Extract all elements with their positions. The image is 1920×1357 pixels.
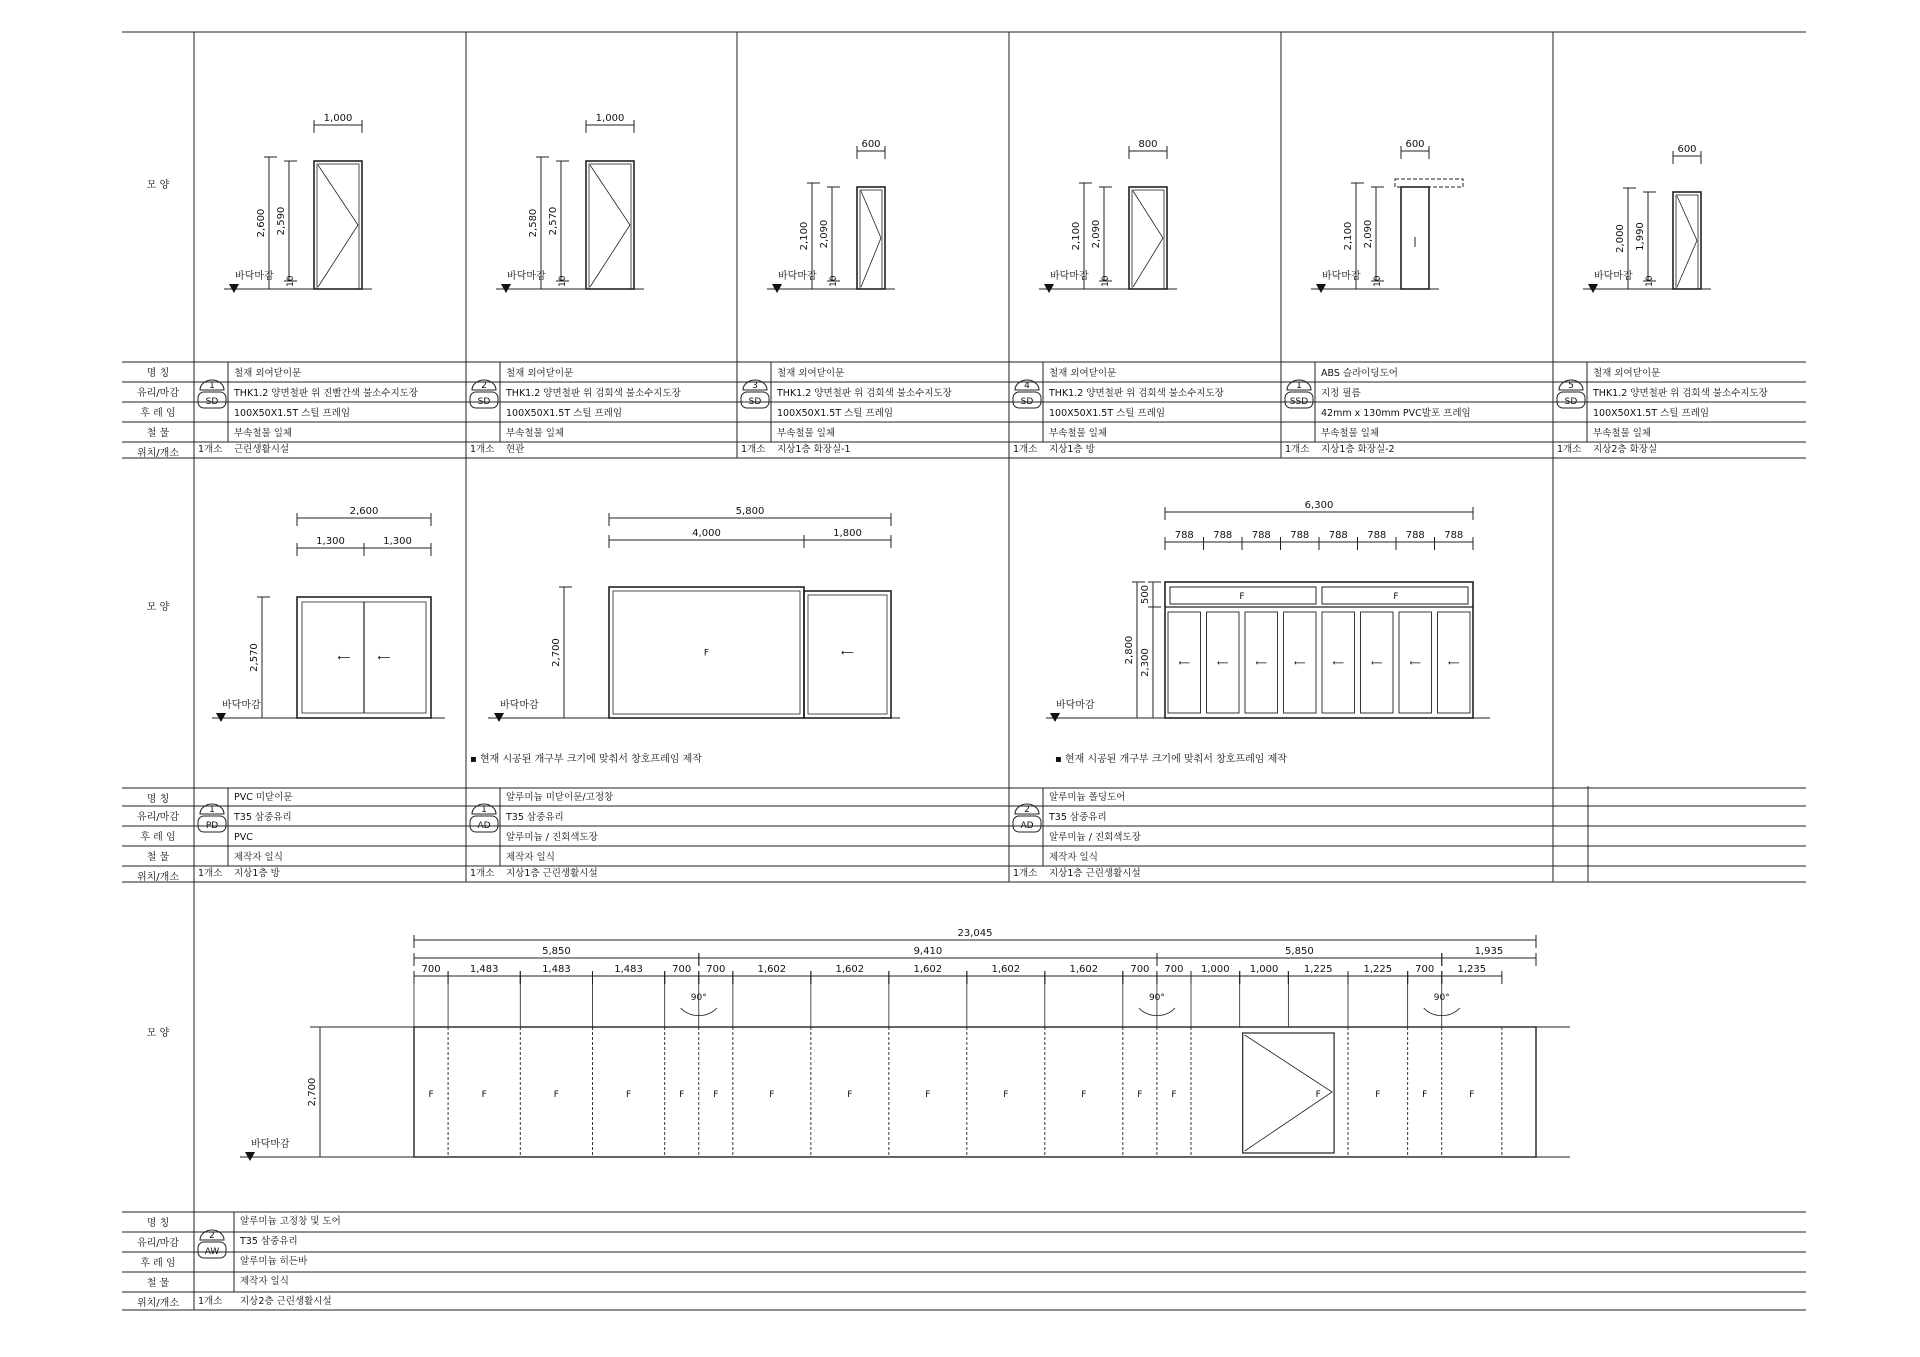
row1-door-2-width-dim-label: 600 bbox=[861, 139, 881, 150]
ad1-height-dim-label: 2,700 bbox=[551, 638, 562, 667]
row1-door-1-height-outer-dim-label: 2,580 bbox=[528, 208, 539, 238]
aw-segment-0-dim-label: 700 bbox=[421, 964, 441, 975]
row1-door-4-code-code: SSD bbox=[1289, 397, 1309, 407]
ad1-left-dim-label: 4,000 bbox=[692, 528, 721, 539]
row2-pd-location: 지상1층 방 bbox=[234, 868, 280, 879]
row3-aw-frame: 알루미늄 히든바 bbox=[240, 1256, 308, 1267]
row2-ad2-code-no: 2 bbox=[1024, 805, 1030, 815]
row1-door-4-glass: 지정 필름 bbox=[1321, 388, 1361, 399]
row2-ad1-code-code: AD bbox=[477, 821, 491, 831]
aw-fixed-label-11: F bbox=[1137, 1090, 1143, 1100]
row2-ad1-code-no: 1 bbox=[481, 805, 487, 815]
row1-door-3-width-dim-label: 800 bbox=[1138, 139, 1158, 150]
row1-door-5-name: 철재 외여닫이문 bbox=[1593, 368, 1661, 379]
pd-total-dim-label: 2,600 bbox=[349, 506, 379, 517]
row1-door-1-count: 1개소 bbox=[470, 444, 495, 455]
row1-door-4-floor-label: 바닥마감 bbox=[1322, 271, 1361, 282]
row1-door-0-glass: THK1.2 양면철판 위 진빨간색 불소수지도장 bbox=[234, 388, 419, 399]
aw-height-dim-label: 2,700 bbox=[307, 1077, 318, 1107]
pd-right-dim-label: 1,300 bbox=[383, 536, 412, 547]
row1-door-3-code-code: SD bbox=[1020, 397, 1034, 407]
row1-shape-label: 모 양 bbox=[146, 180, 170, 191]
aw-fixed-label-8: F bbox=[925, 1090, 931, 1100]
row2-ad2-frame: 알루미늄 / 진회색도장 bbox=[1049, 832, 1141, 843]
pd-height-dim-label: 2,570 bbox=[249, 643, 260, 672]
ad2-panel-3-dim-label: 788 bbox=[1290, 530, 1310, 541]
row1-door-3-leaf bbox=[1132, 190, 1164, 289]
aw-segment-9-dim-label: 1,602 bbox=[991, 964, 1021, 975]
row3-aw-code-code: AW bbox=[204, 1247, 220, 1257]
row2-ad1-count: 1개소 bbox=[470, 868, 495, 879]
row3-aw-count: 1개소 bbox=[198, 1296, 223, 1307]
row1-door-3-code-no: 4 bbox=[1024, 381, 1030, 391]
row1-door-0-swing-mark bbox=[318, 165, 358, 287]
row2-ad2-count: 1개소 bbox=[1013, 868, 1038, 879]
aw-fixed-label-5: F bbox=[713, 1090, 719, 1100]
aw-group-3-dim-label: 1,935 bbox=[1474, 946, 1504, 957]
row1-door-0-base-label: 10 bbox=[286, 275, 296, 287]
row3-shape-label: 모 양 bbox=[146, 1028, 170, 1039]
row1-door-3-name: 철재 외여닫이문 bbox=[1049, 368, 1117, 379]
row1-door-4-frame: 42mm x 130mm PVC발포 프레임 bbox=[1321, 408, 1471, 419]
ad2-panel-6-arrow: ⟵ bbox=[1409, 658, 1421, 668]
ad2-panel-7-dim-label: 788 bbox=[1444, 530, 1464, 541]
row1-door-5-swing-mark bbox=[1677, 196, 1697, 287]
row1-door-2-hardware: 부속철물 일체 bbox=[777, 428, 836, 439]
row2-label-glass: 유리/마감 bbox=[136, 812, 180, 823]
row1-door-1-swing-mark bbox=[590, 165, 630, 287]
row1-door-5-base-label: 10 bbox=[1645, 275, 1655, 287]
row1-door-5-height-inner-dim-label: 1,990 bbox=[1635, 222, 1646, 251]
aw-segment-1-dim-label: 1,483 bbox=[469, 964, 499, 975]
aw-fixed-label-4: F bbox=[679, 1090, 685, 1100]
row1-label-location: 위치/개소 bbox=[136, 448, 180, 459]
row1-door-5-glass: THK1.2 양면철판 위 검회색 불소수지도장 bbox=[1593, 388, 1768, 399]
aw-segment-17-dim-label: 700 bbox=[1415, 964, 1435, 975]
row1-door-3-count: 1개소 bbox=[1013, 444, 1038, 455]
row1-door-0-width-dim-label: 1,000 bbox=[323, 113, 353, 124]
row2-shape-label: 모 양 bbox=[146, 602, 170, 613]
row2-ad1-frame: 알루미늄 / 진회색도장 bbox=[506, 832, 598, 843]
row1-label-frame: 후 레 임 bbox=[140, 408, 176, 419]
ad2-floor-label: 바닥마감 bbox=[1056, 700, 1095, 711]
aw-fixed-label-12: F bbox=[1171, 1090, 1177, 1100]
row1-door-5-height-outer-dim-label: 2,000 bbox=[1615, 224, 1626, 253]
ad2-panel-4-arrow: ⟵ bbox=[1332, 658, 1344, 668]
row1-door-2-frame: 100X50X1.5T 스틸 프레임 bbox=[777, 408, 894, 419]
row1-door-3-height-outer-dim-label: 2,100 bbox=[1071, 221, 1082, 251]
ad2-panel-1-dim-label: 788 bbox=[1213, 530, 1233, 541]
aw-segment-14-dim-label: 1,000 bbox=[1249, 964, 1279, 975]
aw-group-2-dim-label: 5,850 bbox=[1285, 946, 1314, 957]
ad2-transom-left-label: F bbox=[1239, 592, 1245, 602]
aw-segment-18-dim-label: 1,235 bbox=[1457, 964, 1487, 975]
aw-outer-frame bbox=[414, 1027, 1536, 1157]
row1-door-5-code-code: SD bbox=[1564, 397, 1578, 407]
ad2-panel-6-dim-label: 788 bbox=[1405, 530, 1425, 541]
row3-label-hardware: 철 물 bbox=[146, 1278, 170, 1289]
ad2-panel-1-arrow: ⟵ bbox=[1217, 658, 1229, 668]
row1-door-1-frame: 100X50X1.5T 스틸 프레임 bbox=[506, 408, 623, 419]
aw-fixed-label-6: F bbox=[769, 1090, 775, 1100]
aw-total-dim-label: 23,045 bbox=[957, 928, 993, 939]
row1-door-2-name: 철재 외여닫이문 bbox=[777, 368, 845, 379]
ad2-height-bottom-dim-label: 2,300 bbox=[1140, 648, 1151, 677]
row1-door-0-hardware: 부속철물 일체 bbox=[234, 428, 293, 439]
row1-door-2-leaf bbox=[860, 190, 882, 289]
aw-floor-label: 바닥마감 bbox=[251, 1139, 290, 1150]
row1-door-1-frame bbox=[586, 161, 634, 289]
ad2-transom-right-label: F bbox=[1393, 592, 1399, 602]
aw-segment-10-dim-label: 1,602 bbox=[1069, 964, 1099, 975]
row2-pd-name: PVC 미닫이문 bbox=[234, 792, 293, 803]
row1-door-3-swing-mark bbox=[1133, 191, 1163, 287]
aw-segment-13-dim-label: 1,000 bbox=[1201, 964, 1230, 975]
aw-segment-12-dim-label: 700 bbox=[1164, 964, 1184, 975]
row1-label-hardware: 철 물 bbox=[146, 428, 170, 439]
aw-segment-6-dim-label: 1,602 bbox=[757, 964, 787, 975]
row1-door-4-height-inner-dim-label: 2,090 bbox=[1363, 219, 1374, 249]
row1-door-5-location: 지상2층 화장실 bbox=[1593, 444, 1658, 455]
row1-door-2-floor-label: 바닥마감 bbox=[778, 271, 817, 282]
pd-floor-label: 바닥마감 bbox=[222, 700, 261, 711]
row1-door-1-height-inner-dim-label: 2,570 bbox=[548, 206, 559, 236]
row1-door-0-height-inner-dim-label: 2,590 bbox=[276, 206, 287, 236]
row1-door-5-floor-label: 바닥마감 bbox=[1594, 271, 1633, 282]
ad2-height-total-dim-label: 2,800 bbox=[1124, 635, 1135, 665]
row2-label-frame: 후 레 임 bbox=[140, 832, 176, 843]
row1-door-3-floor-label: 바닥마감 bbox=[1050, 271, 1089, 282]
row2-label-hardware: 철 물 bbox=[146, 852, 170, 863]
row1-door-1-location: 현관 bbox=[506, 444, 525, 455]
row2-pd-hardware: 제작자 일식 bbox=[234, 852, 283, 863]
row1-door-2-code-code: SD bbox=[748, 397, 762, 407]
row1-door-0-count: 1개소 bbox=[198, 444, 223, 455]
row1-door-2-code-no: 3 bbox=[752, 381, 758, 391]
row1-door-3-height-inner-dim-label: 2,090 bbox=[1091, 219, 1102, 249]
row1-door-1-hardware: 부속철물 일체 bbox=[506, 428, 565, 439]
row2-ad2-glass: T35 삼중유리 bbox=[1049, 812, 1107, 823]
aw-angle-label-12: 90° bbox=[1148, 993, 1165, 1003]
row2-ad1-location: 지상1층 근린생활시설 bbox=[506, 868, 598, 879]
row1-door-3-frame bbox=[1129, 187, 1167, 289]
aw-segment-2-dim-label: 1,483 bbox=[542, 964, 571, 975]
aw-angle-label-18: 90° bbox=[1433, 993, 1450, 1003]
row1-door-0-frame: 100X50X1.5T 스틸 프레임 bbox=[234, 408, 351, 419]
ad2-panel-2-dim-label: 788 bbox=[1251, 530, 1271, 541]
aw-segment-11-dim-label: 700 bbox=[1130, 964, 1150, 975]
aw-fixed-label-1: F bbox=[481, 1090, 487, 1100]
aw-fixed-label-9: F bbox=[1003, 1090, 1009, 1100]
row1-door-4-location: 지상1층 화장실-2 bbox=[1321, 444, 1395, 455]
row1-door-2-glass: THK1.2 양면철판 위 검회색 불소수지도장 bbox=[777, 388, 952, 399]
aw-segment-5-dim-label: 700 bbox=[706, 964, 726, 975]
pd-arrow-left: ⟵ bbox=[337, 653, 351, 664]
aw-segment-3-dim-label: 1,483 bbox=[614, 964, 643, 975]
ad2-panel-2-arrow: ⟵ bbox=[1255, 658, 1267, 668]
ad1-floor-label: 바닥마감 bbox=[500, 700, 539, 711]
row1-door-1-base-label: 10 bbox=[558, 275, 568, 287]
row1-door-1-width-dim-label: 1,000 bbox=[595, 113, 625, 124]
row2-pd-glass: T35 삼중유리 bbox=[234, 812, 292, 823]
row1-door-2-location: 지상1층 화장실-1 bbox=[777, 444, 851, 455]
row2-ad2-name: 알루미늄 폴딩도어 bbox=[1049, 792, 1126, 803]
aw-fixed-label-10: F bbox=[1081, 1090, 1087, 1100]
row2-pd-frame: PVC bbox=[234, 832, 253, 843]
ad2-outer-frame bbox=[1165, 582, 1473, 718]
row1-door-1-name: 철재 외여닫이문 bbox=[506, 368, 574, 379]
row3-aw-location: 지상2층 근린생활시설 bbox=[240, 1296, 332, 1307]
row2-ad2-hardware: 제작자 일식 bbox=[1049, 852, 1098, 863]
row2-label-location: 위치/개소 bbox=[136, 872, 180, 883]
row3-label-glass: 유리/마감 bbox=[136, 1238, 180, 1249]
row1-door-2-height-outer-dim-label: 2,100 bbox=[799, 221, 810, 251]
aw-fixed-label-18: F bbox=[1469, 1090, 1475, 1100]
row1-door-4-code-no: 1 bbox=[1296, 381, 1302, 391]
row1-door-0-code-no: 1 bbox=[209, 381, 215, 391]
aw-fixed-label-16: F bbox=[1375, 1090, 1381, 1100]
row1-door-4-track bbox=[1395, 179, 1463, 187]
row1-door-4-base-label: 10 bbox=[1373, 275, 1383, 287]
row1-door-3-base-label: 10 bbox=[1101, 275, 1111, 287]
row2-pd-count: 1개소 bbox=[198, 868, 223, 879]
row1-label-glass: 유리/마감 bbox=[136, 388, 180, 399]
ad2-panel-3-arrow: ⟵ bbox=[1294, 658, 1306, 668]
ad2-height-top-dim-label: 500 bbox=[1140, 584, 1151, 605]
row1-door-0-leaf bbox=[317, 164, 359, 289]
row1-door-1-leaf bbox=[589, 164, 631, 289]
ad1-right-dim-label: 1,800 bbox=[833, 528, 862, 539]
ad2-panel-7-arrow: ⟵ bbox=[1448, 658, 1460, 668]
aw-fixed-label-3: F bbox=[625, 1090, 632, 1100]
row1-door-1-floor-label: 바닥마감 bbox=[507, 271, 546, 282]
row2-ad2-location: 지상1층 근린생활시설 bbox=[1049, 868, 1141, 879]
aw-fixed-label-0: F bbox=[428, 1090, 434, 1100]
row1-door-5-code-no: 5 bbox=[1568, 381, 1574, 391]
row1-door-3-hardware: 부속철물 일체 bbox=[1049, 428, 1108, 439]
row1-door-5-count: 1개소 bbox=[1557, 444, 1582, 455]
row1-door-0-height-outer-dim-label: 2,600 bbox=[256, 208, 267, 238]
row1-door-2-swing-mark bbox=[861, 191, 881, 287]
row2-ad1-glass: T35 삼중유리 bbox=[506, 812, 564, 823]
ad2-panel-5-dim-label: 788 bbox=[1367, 530, 1387, 541]
aw-angle-label-5: 90° bbox=[690, 993, 707, 1003]
row3-label-location: 위치/개소 bbox=[136, 1298, 180, 1309]
row1-door-4-count: 1개소 bbox=[1285, 444, 1310, 455]
row1-door-5-hardware: 부속철물 일체 bbox=[1593, 428, 1652, 439]
row1-door-0-code-code: SD bbox=[205, 397, 219, 407]
aw-fixed-label-2: F bbox=[553, 1090, 559, 1100]
row1-door-4-name: ABS 슬라이딩도어 bbox=[1321, 368, 1398, 379]
ad2-panel-5-arrow: ⟵ bbox=[1371, 658, 1383, 668]
ad2-panel-4-dim-label: 788 bbox=[1328, 530, 1348, 541]
aw-group-1-dim-label: 9,410 bbox=[913, 946, 943, 957]
ad2-note: ▪ 현재 시공된 개구부 크기에 맞춰서 창호프레임 제작 bbox=[1055, 754, 1287, 765]
row1-door-1-glass: THK1.2 양면철판 위 검회색 불소수지도장 bbox=[506, 388, 681, 399]
aw-segment-4-dim-label: 700 bbox=[672, 964, 692, 975]
row1-door-0-name: 철재 외여닫이문 bbox=[234, 368, 302, 379]
elevation-drawings bbox=[212, 113, 1711, 1161]
row3-aw-code-no: 2 bbox=[209, 1231, 215, 1241]
row3-aw-glass: T35 삼중유리 bbox=[240, 1236, 298, 1247]
ad1-total-dim-label: 5,800 bbox=[735, 506, 765, 517]
aw-fixed-label-17: F bbox=[1422, 1090, 1428, 1100]
row1-door-0-floor-label: 바닥마감 bbox=[235, 271, 274, 282]
aw-segment-7-dim-label: 1,602 bbox=[835, 964, 865, 975]
pd-arrow-right: ⟵ bbox=[377, 653, 391, 664]
row1-door-5-leaf bbox=[1676, 195, 1698, 289]
row1-door-4-height-outer-dim-label: 2,100 bbox=[1343, 221, 1354, 251]
aw-segment-8-dim-label: 1,602 bbox=[913, 964, 943, 975]
ad1-arrow: ⟵ bbox=[841, 648, 854, 659]
row1-door-5-frame: 100X50X1.5T 스틸 프레임 bbox=[1593, 408, 1710, 419]
row3-aw-name: 알루미늄 고정창 및 도어 bbox=[240, 1216, 341, 1227]
pd-left-dim-label: 1,300 bbox=[316, 536, 345, 547]
spec-tables bbox=[137, 178, 1769, 1309]
row1-door-2-base-label: 10 bbox=[829, 275, 839, 287]
aw-fixed-label-15: F bbox=[1315, 1090, 1321, 1100]
ad2-total-dim-label: 6,300 bbox=[1304, 500, 1334, 511]
row3-aw-hardware: 제작자 일식 bbox=[240, 1276, 289, 1287]
aw-segment-16-dim-label: 1,225 bbox=[1363, 964, 1393, 975]
row1-door-4-hardware: 부속철물 일체 bbox=[1321, 428, 1380, 439]
row1-door-0-location: 근린생활시설 bbox=[234, 444, 290, 455]
ad1-fixed-label: F bbox=[703, 648, 710, 659]
row3-label-frame: 후 레 임 bbox=[140, 1258, 176, 1269]
row1-door-1-code-no: 2 bbox=[481, 381, 487, 391]
row1-door-1-code-code: SD bbox=[477, 397, 491, 407]
row1-door-2-count: 1개소 bbox=[741, 444, 766, 455]
row1-door-3-frame: 100X50X1.5T 스틸 프레임 bbox=[1049, 408, 1166, 419]
row1-door-3-location: 지상1층 방 bbox=[1049, 444, 1095, 455]
aw-group-0-dim-label: 5,850 bbox=[542, 946, 571, 957]
row2-ad1-name: 알루미늄 미닫이문/고정창 bbox=[506, 792, 614, 803]
row2-ad2-code-code: AD bbox=[1020, 821, 1034, 831]
row2-pd-code-no: 1 bbox=[209, 805, 215, 815]
row1-door-4-width-dim-label: 600 bbox=[1405, 139, 1425, 150]
aw-segment-15-dim-label: 1,225 bbox=[1303, 964, 1333, 975]
row1-door-2-height-inner-dim-label: 2,090 bbox=[819, 219, 830, 249]
ad2-panel-0-arrow: ⟵ bbox=[1178, 658, 1190, 668]
row2-label-name: 명 칭 bbox=[146, 794, 170, 805]
ad1-note: ▪ 현재 시공된 개구부 크기에 맞춰서 창호프레임 제작 bbox=[470, 754, 702, 765]
row3-label-name: 명 칭 bbox=[146, 1218, 170, 1229]
aw-fixed-label-7: F bbox=[847, 1090, 853, 1100]
row1-label-name: 명 칭 bbox=[146, 368, 170, 379]
row1-door-0-frame bbox=[314, 161, 362, 289]
row1-door-5-width-dim-label: 600 bbox=[1677, 144, 1697, 155]
row2-pd-code-code: PD bbox=[205, 821, 219, 831]
row1-door-3-glass: THK1.2 양면철판 위 검회색 불소수지도장 bbox=[1049, 388, 1224, 399]
table-grid bbox=[122, 32, 1806, 1310]
row2-ad1-hardware: 제작자 일식 bbox=[506, 852, 555, 863]
ad2-panel-0-dim-label: 788 bbox=[1174, 530, 1194, 541]
